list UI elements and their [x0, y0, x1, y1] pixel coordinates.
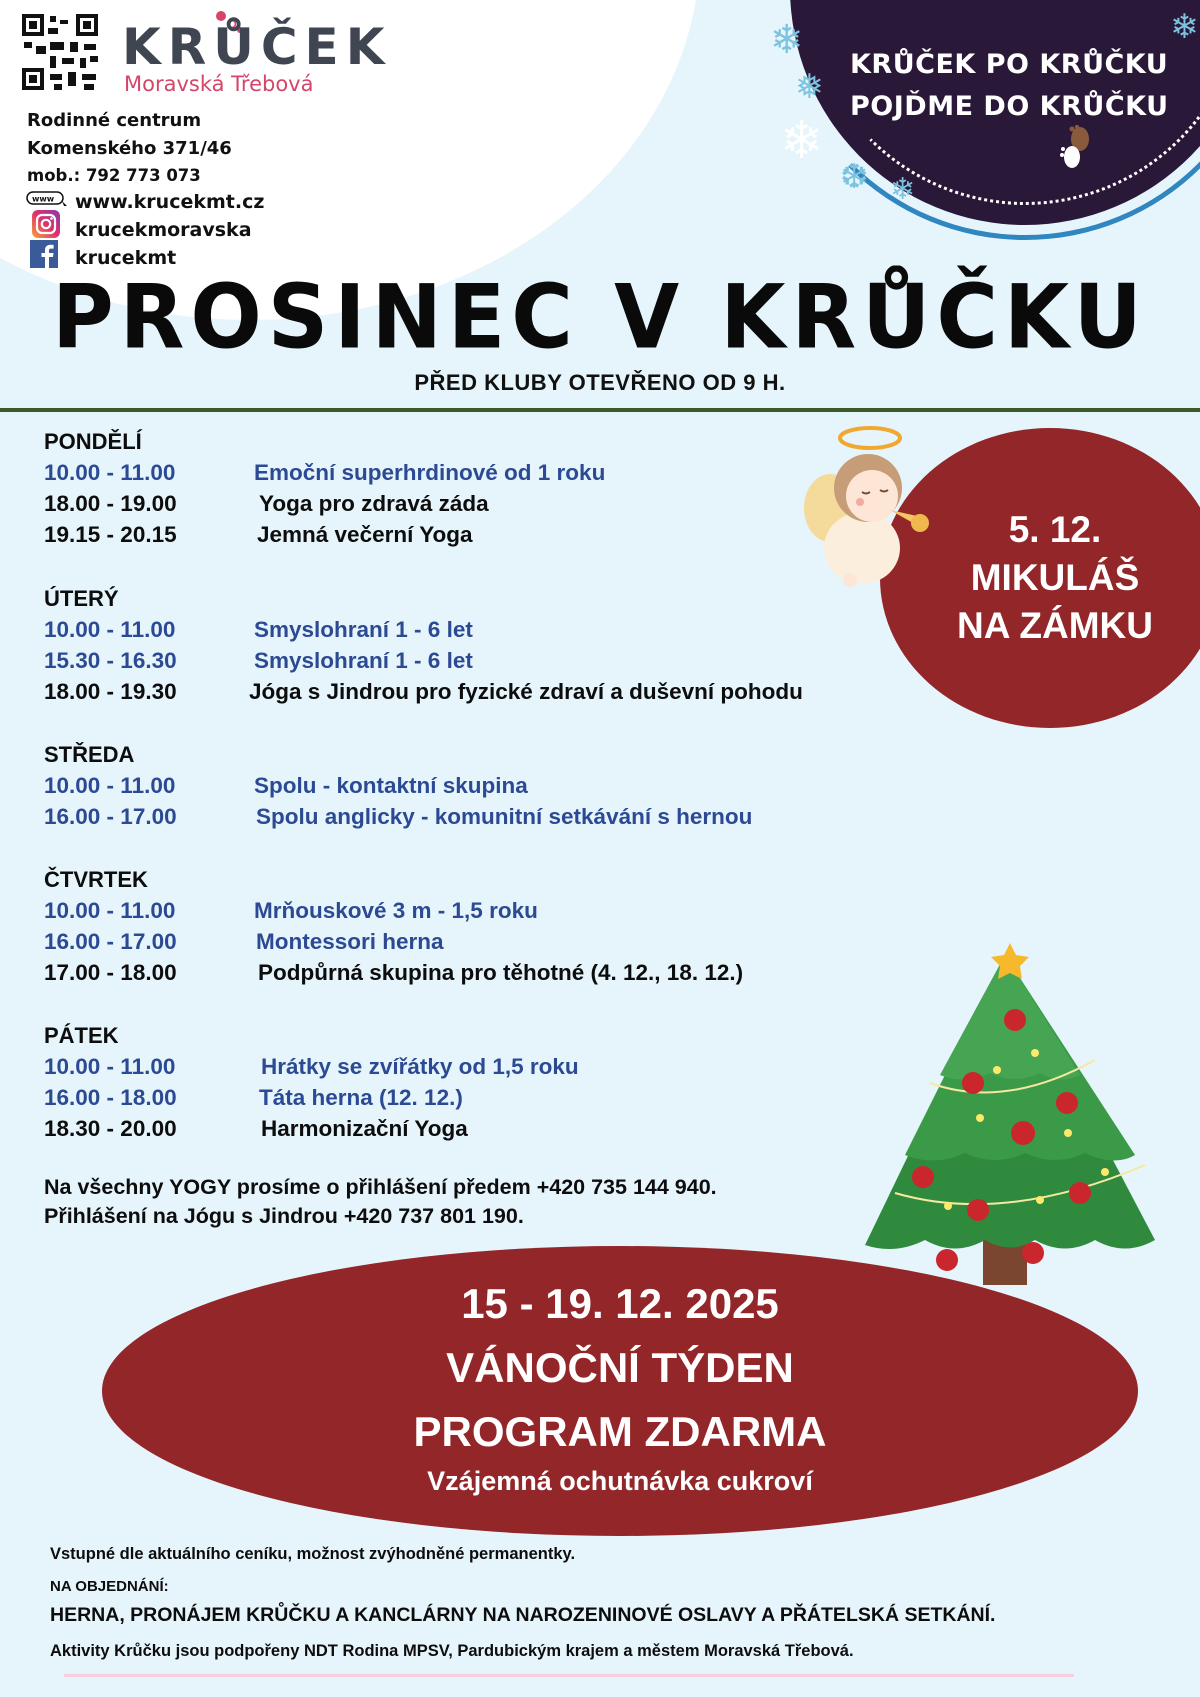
- schedule-row: [44, 648, 473, 674]
- support-info: Aktivity Krůčku jsou podpořeny NDT Rodina MPSV, Pardubickým krajem a městem Moravská Třebová.: [50, 1642, 854, 1660]
- activity: Táta herna (12. 12.): [259, 1085, 463, 1110]
- angel-illustration: [800, 418, 950, 598]
- facebook-handle[interactable]: krucekmt: [75, 247, 177, 269]
- snowflake-icon: ❄: [890, 172, 916, 207]
- yoga-signup-note: Na všechny YOGY prosíme o přihlášení předem +420 735 144 940.: [44, 1175, 717, 1199]
- slogan-line-1: KRŮČEK PO KRŮČKU: [850, 49, 1169, 80]
- www-icon: [26, 191, 68, 207]
- schedule-row: [44, 929, 444, 955]
- address: Komenského 371/46: [27, 138, 232, 159]
- christmas-week-title: VÁNOČNÍ TÝDEN: [446, 1344, 794, 1391]
- time: 19.15 - 20.15: [44, 522, 177, 547]
- schedule-row: [44, 1085, 463, 1111]
- activity: Harmonizační Yoga: [261, 1116, 468, 1141]
- joga-signup-note: Přihlášení na Jógu s Jindrou +420 737 801 190.: [44, 1204, 524, 1228]
- time: 18.00 - 19.30: [44, 679, 177, 704]
- schedule-row: [44, 1054, 579, 1080]
- time: 18.30 - 20.00: [44, 1116, 177, 1141]
- schedule-row: [44, 804, 752, 830]
- christmas-tree-illustration: [835, 935, 1175, 1295]
- phone: mob.: 792 773 073: [27, 166, 201, 185]
- page-subtitle: PŘED KLUBY OTEVŘENO OD 9 H.: [414, 370, 786, 395]
- activity: Jemná večerní Yoga: [257, 522, 473, 547]
- schedule-row: [44, 491, 489, 517]
- website-link[interactable]: www.krucekmt.cz: [75, 191, 265, 213]
- time: 17.00 - 18.00: [44, 960, 177, 985]
- snowflake-icon: ❄: [780, 111, 824, 171]
- schedule-row: [44, 1116, 468, 1142]
- instagram-icon: [32, 210, 60, 238]
- christmas-week-tasting: Vzájemná ochutnávka cukroví: [427, 1466, 813, 1496]
- schedule-row: [44, 522, 473, 548]
- time: 16.00 - 18.00: [44, 1085, 177, 1110]
- activity: Emoční superhrdinové od 1 roku: [254, 460, 606, 485]
- schedule-row: [44, 898, 538, 924]
- footer-line: [64, 1674, 1074, 1677]
- activity: Podpůrná skupina pro těhotné (4. 12., 18. 12.): [258, 960, 744, 985]
- mikulas-line-1: MIKULÁŠ: [970, 557, 1140, 598]
- activity: Mrňouskové 3 m - 1,5 roku: [254, 898, 538, 923]
- logo-city: Moravská Třebová: [124, 72, 314, 96]
- entry-info: Vstupné dle aktuálního ceníku, možnost zvýhodněné permanentky.: [50, 1545, 576, 1563]
- divider: [0, 408, 1200, 412]
- schedule-row: [44, 679, 803, 705]
- time: 18.00 - 19.00: [44, 491, 177, 516]
- time: 16.00 - 17.00: [44, 929, 177, 954]
- slogan-line-2: POJĎME DO KRŮČKU: [850, 91, 1169, 122]
- time: 10.00 - 11.00: [44, 1054, 176, 1079]
- order-text: HERNA, PRONÁJEM KRŮČKU A KANCLÁRNY NA NAROZENINOVÉ OSLAVY A PŘÁTELSKÁ SETKÁNÍ.: [50, 1604, 996, 1626]
- mikulas-text: [915, 506, 1195, 650]
- activity: Yoga pro zdravá záda: [259, 491, 489, 516]
- time: 15.30 - 16.30: [44, 648, 177, 673]
- christmas-week-program: PROGRAM ZDARMA: [413, 1408, 827, 1455]
- qr-code[interactable]: [20, 12, 100, 92]
- activity: Smyslohraní 1 - 6 let: [254, 617, 473, 642]
- activity: Jóga s Jindrou pro fyzické zdraví a duševní pohodu: [249, 679, 803, 704]
- time: 10.00 - 11.00: [44, 898, 176, 923]
- activity: Montessori herna: [256, 929, 444, 954]
- page-title: PROSINEC V KRŮČKU: [52, 265, 1148, 369]
- snowflake-icon: ❄: [770, 17, 804, 63]
- snowflake-icon: ❄: [1170, 7, 1199, 47]
- svg-text:www: www: [32, 194, 55, 204]
- logo-title: KRŮČEK: [122, 18, 392, 76]
- activity: Hrátky se zvířátky od 1,5 roku: [261, 1054, 579, 1079]
- time: 10.00 - 11.00: [44, 460, 176, 485]
- time: 10.00 - 11.00: [44, 617, 176, 642]
- day-heading-wednesday: STŘEDA: [44, 742, 135, 767]
- footprint-icon: [1058, 125, 1094, 171]
- snowflake-icon: ❅: [795, 67, 824, 107]
- snowflake-icon: ❆: [840, 157, 869, 197]
- slogan: [850, 44, 1170, 128]
- day-heading-monday: PONDĚLÍ: [44, 429, 142, 454]
- facebook-icon: [30, 240, 58, 268]
- mikulas-date: 5. 12.: [1008, 509, 1102, 550]
- day-heading-friday: PÁTEK: [44, 1023, 119, 1048]
- schedule-row: [44, 960, 743, 986]
- activity: Spolu anglicky - komunitní setkávání s hernou: [256, 804, 753, 829]
- christmas-week-dates: 15 - 19. 12. 2025: [461, 1280, 779, 1327]
- time: 16.00 - 17.00: [44, 804, 177, 829]
- instagram-handle[interactable]: krucekmoravska: [75, 219, 252, 241]
- schedule-row: [44, 773, 528, 799]
- day-heading-thursday: ČTVRTEK: [44, 867, 148, 892]
- order-label: NA OBJEDNÁNÍ:: [50, 1578, 169, 1595]
- schedule-row: [44, 460, 605, 486]
- activity: Smyslohraní 1 - 6 let: [254, 648, 473, 673]
- schedule-row: [44, 617, 473, 643]
- org-name: Rodinné centrum: [27, 110, 202, 131]
- mikulas-line-2: NA ZÁMKU: [957, 605, 1153, 646]
- day-heading-tuesday: ÚTERÝ: [44, 586, 119, 611]
- time: 10.00 - 11.00: [44, 773, 176, 798]
- activity: Spolu - kontaktní skupina: [254, 773, 528, 798]
